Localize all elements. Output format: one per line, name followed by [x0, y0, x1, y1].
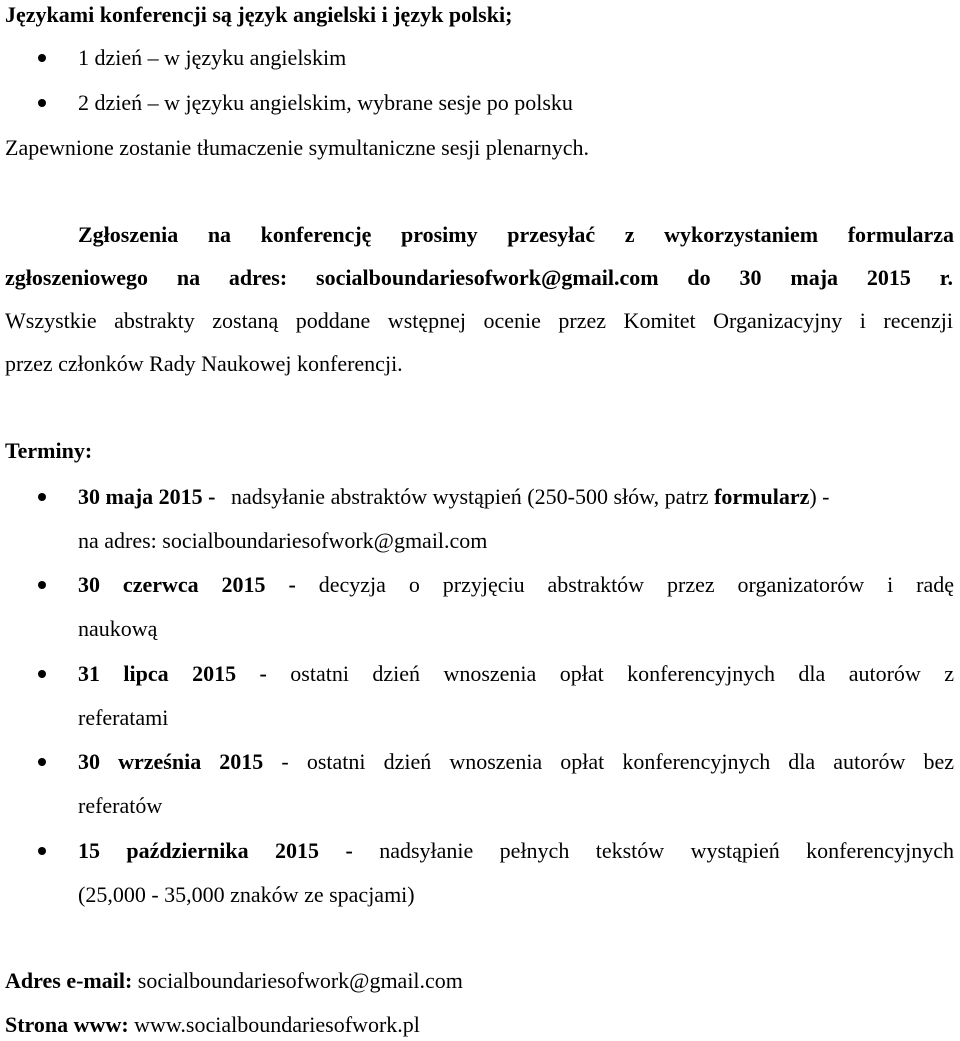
deadline-text: decyzja o przyjęciu abstraktów przez organizatorów i radę: [318, 572, 955, 597]
deadline-date: 15 października 2015 -: [78, 838, 353, 863]
deadlines-heading: Terminy:: [5, 438, 93, 463]
bullet-icon: [38, 847, 46, 855]
deadline-item-3: [78, 659, 954, 689]
contact-email: [5, 966, 463, 996]
deadline-date: 31 lipca 2015 -: [78, 661, 267, 686]
submission-line-3: Wszystkie abstrakty zostaną poddane wstępnej ocenie przez Komitet Organizacyjny i recenzji: [5, 308, 953, 333]
deadline-text: - ostatni dzień wnoszenia opłat konferencyjnych dla autorów bez: [281, 749, 955, 774]
deadline-text: nadsyłanie pełnych tekstów wystąpień konferencyjnych: [379, 838, 954, 863]
deadline-text: ostatni dzień wnoszenia opłat konferencyjnych dla autorów z: [290, 661, 954, 686]
language-day-1: 1 dzień – w języku angielskim: [78, 45, 347, 70]
email-label: Adres e-mail:: [5, 968, 133, 993]
bullet-icon: [38, 581, 46, 589]
contact-website: [5, 1010, 420, 1040]
language-day-2: 2 dzień – w języku angielskim, wybrane sesje po polsku: [78, 90, 573, 115]
email-link[interactable]: socialboundariesofwork@gmail.com: [137, 968, 463, 993]
submission-line-4: przez członków Rady Naukowej konferencji.: [5, 351, 403, 376]
deadline-date: 30 czerwca 2015 -: [78, 572, 296, 597]
bullet-icon: [38, 670, 46, 678]
website-label: Strona www:: [5, 1012, 129, 1037]
deadline-item-1-line-2: na adres: socialboundariesofwork@gmail.com: [78, 528, 488, 553]
translation-note: Zapewnione zostanie tłumaczenie symultaniczne sesji plenarnych.: [5, 135, 589, 160]
deadline-date: 30 maja 2015 -: [78, 484, 216, 509]
deadline-item-5-line-2: (25,000 - 35,000 znaków ze spacjami): [78, 882, 415, 907]
bullet-icon: [38, 758, 46, 766]
bullet-icon: [38, 99, 46, 107]
languages-heading: Językami konferencji są język angielski i język polski;: [5, 2, 513, 27]
submission-line-2: zgłoszeniowego na adres: socialboundariesofwork@gmail.com do 30 maja 2015 r.: [5, 265, 953, 290]
website-link[interactable]: www.socialboundariesofwork.pl: [134, 1012, 420, 1037]
deadline-item-2-line-2: naukową: [78, 616, 158, 641]
deadline-text: nadsyłanie abstraktów wystąpień (250-500 słów, patrz: [230, 484, 709, 509]
deadline-item-4: [78, 747, 954, 777]
deadline-item-5: [78, 836, 954, 866]
deadline-item-4-line-2: referatów: [78, 793, 163, 818]
deadline-item-1: [78, 482, 830, 512]
form-link[interactable]: formularz: [714, 484, 810, 509]
deadline-date: 30 września 2015: [78, 749, 264, 774]
deadline-text-end: ) -: [809, 484, 830, 509]
deadline-item-2: [78, 570, 954, 600]
submission-line-1: Zgłoszenia na konferencję prosimy przesyłać z wykorzystaniem formularza: [78, 222, 954, 247]
bullet-icon: [38, 54, 46, 62]
deadline-item-3-line-2: referatami: [78, 705, 169, 730]
bullet-icon: [38, 493, 46, 501]
